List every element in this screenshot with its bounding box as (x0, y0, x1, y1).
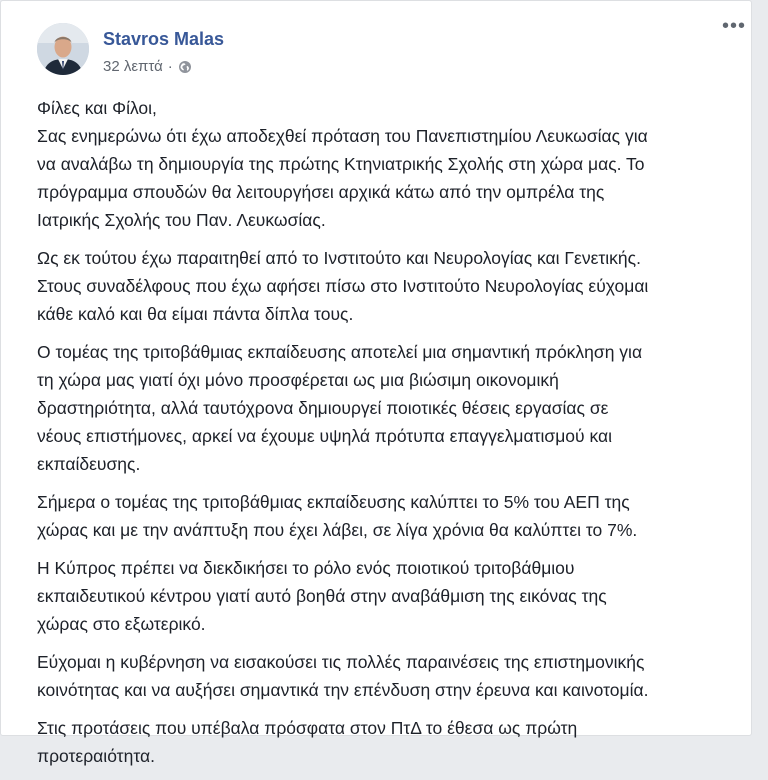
post-header (37, 23, 737, 83)
post-paragraph-5: Η Κύπρος πρέπει να διεκδικήσει το ρόλο ενός ποιοτικού τριτοβάθμιου εκπαιδευτικού κέντρου γιατί αυτό βοηθά στην αναβάθμιση της εικόνας της χώρας στο εξωτερικό. (37, 558, 607, 634)
post-meta (103, 58, 192, 75)
author-name[interactable]: Stavros Malas (103, 29, 225, 49)
post-paragraph-1: Φίλες και Φίλοι, Σας ενημερώνω ότι έχω αποδεχθεί πρόταση του Πανεπιστημίου Λευκωσίας για να αναλάβω τη δημιουργία της πρώτης Κτηνιατρικής Σχολής στη χώρα μας. Το πρόγραμμα σπουδών θα λειτουργήσει αρχικά κάτω από την ομπρέλα της Ιατρικής Σχολής του Παν. Λευκωσίας. (37, 98, 648, 230)
post-paragraph-3: Ο τομέας της τριτοβάθμιας εκπαίδευσης αποτελεί μια σημαντική πρόκληση για τη χώρα μας γιατί όχι μόνο προσφέρεται ως μια βιώσιμη οικονομική δραστηριότητα, αλλά ταυτόχρονα δημιουργεί ποιοτικές θέσεις εργασίας σε νέους επιστήμονες, αρκεί να έχουμε υψηλά πρότυπα επαγγελματισμού και εκπαίδευσης. (37, 342, 643, 474)
post-paragraph-6: Εύχομαι η κυβέρνηση να εισακούσει τις πολλές παραινέσεις της επιστημονικής κοινότητας και να αυξήσει σημαντικά την επένδυση στην έρευνα και καινοτομία. (37, 652, 649, 700)
post-paragraph-4: Σήμερα ο τομέας της τριτοβάθμιας εκπαίδευσης καλύπτει το 5% του ΑΕΠ της χώρας και με την ανάπτυξη που έχει λάβει, σε λίγα χρόνια θα καλύπτει το 7%. (37, 492, 638, 540)
post-paragraph-2: Ως εκ τούτου έχω παραιτηθεί από το Ινστιτούτο και Νευρολογίας και Γενετικής. Στους συναδέλφους που έχω αφήσει πίσω στο Ινστιτούτο Νευρολογίας εύχομαι κάθε καλό και θα είμαι πάντα δίπλα τους. (37, 248, 649, 324)
page-background-strip (754, 0, 768, 745)
avatar[interactable] (37, 23, 89, 75)
post-body (37, 94, 737, 780)
globe-icon[interactable] (178, 60, 192, 74)
meta-separator: · (167, 58, 173, 75)
post-paragraph-7: Στις προτάσεις που υπέβαλα πρόσφατα στον ΠτΔ το έθεσα ως πρώτη προτεραιότητα. (37, 718, 578, 766)
profile-photo (37, 23, 89, 75)
more-options-icon[interactable]: ••• (721, 15, 746, 37)
post-timestamp[interactable]: 32 λεπτά (103, 58, 163, 75)
